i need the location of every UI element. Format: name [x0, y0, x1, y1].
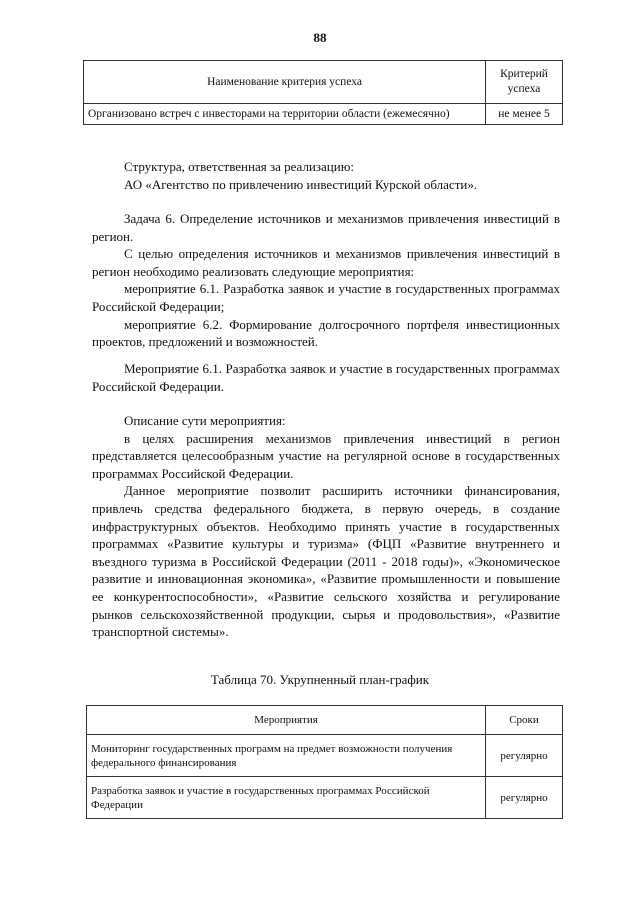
task6-item-1: мероприятие 6.1. Разработка заявок и участие в государственных программах Российской Федерации;: [92, 281, 560, 314]
table70-caption: Таблица 70. Укрупненный план-график: [210, 672, 430, 687]
header-criterion-name: Наименование критерия успеха: [84, 61, 486, 104]
task6-title: Задача 6. Определение источников и механизмов привлечения инвестиций в регион.: [92, 211, 560, 244]
deadline-cell: регулярно: [486, 777, 563, 819]
success-criteria-table: [83, 60, 563, 125]
measure61-desc-heading: Описание сути мероприятия:: [124, 413, 286, 428]
header-measures: Мероприятия: [87, 706, 486, 735]
task6-block: [92, 210, 560, 351]
plan-schedule-table: [86, 705, 563, 819]
table-header-row: [87, 706, 563, 735]
criterion-name-cell: Организовано встреч с инвесторами на территории области (ежемесячно): [84, 104, 486, 125]
measure61-desc-block: [92, 412, 560, 641]
criterion-value-cell: не менее 5: [486, 104, 563, 125]
responsible-label: Структура, ответственная за реализацию:: [124, 159, 355, 174]
header-deadlines: Сроки: [486, 706, 563, 735]
measure-cell: Разработка заявок и участие в государственных программах Российской Федерации: [87, 777, 486, 819]
measure-cell: Мониторинг государственных программ на предмет возможности получения федерального финансирования: [87, 735, 486, 777]
page-number: 88: [313, 30, 327, 45]
task6-intro: С целью определения источников и механизмов привлечения инвестиций в регион необходимо реализовать следующие мероприятия:: [92, 246, 560, 279]
header-criterion: Критерий успеха: [486, 61, 563, 104]
measure61-title: Мероприятие 6.1. Разработка заявок и участие в государственных программах Российской Федерации.: [92, 361, 560, 394]
responsible-org: АО «Агентство по привлечению инвестиций Курской области».: [124, 176, 478, 192]
measure61-desc-p2: Данное мероприятие позволит расширить источники финансирования, привлечь средства федерального бюджета, в первую очередь, в создание инфраструктурных объектов. Необходимо принять участие в государственных программах «Развитие культуры и туризма» (ФЦП «Развитие внутреннего и въездного туризма в Российской Федерации (2011 - 2018 годы)», «Экономическое развитие и инновационная экономика», «Развитие промышленности и повышение ее конкурентоспособности», «Развитие сельского хозяйства и регулирование рынков сельскохозяйственной продукции, сырья и продовольствия», «Развитие транспортной системы».: [92, 483, 560, 640]
table-row: [84, 104, 563, 125]
table-header-row: [84, 61, 563, 104]
measure61-title-block: [92, 360, 560, 395]
table-row: [87, 735, 563, 777]
measure61-desc-p1: в целях расширения механизмов привлечения инвестиций в регион представляется целесообразным участие на регулярной основе в государственных программах Российской Федерации.: [92, 430, 560, 481]
deadline-cell: регулярно: [486, 735, 563, 777]
responsible-block: [92, 158, 560, 193]
task6-item-2: мероприятие 6.2. Формирование долгосрочного портфеля инвестиционных проектов, предложений и возможностей.: [92, 316, 560, 350]
table-row: [87, 777, 563, 819]
